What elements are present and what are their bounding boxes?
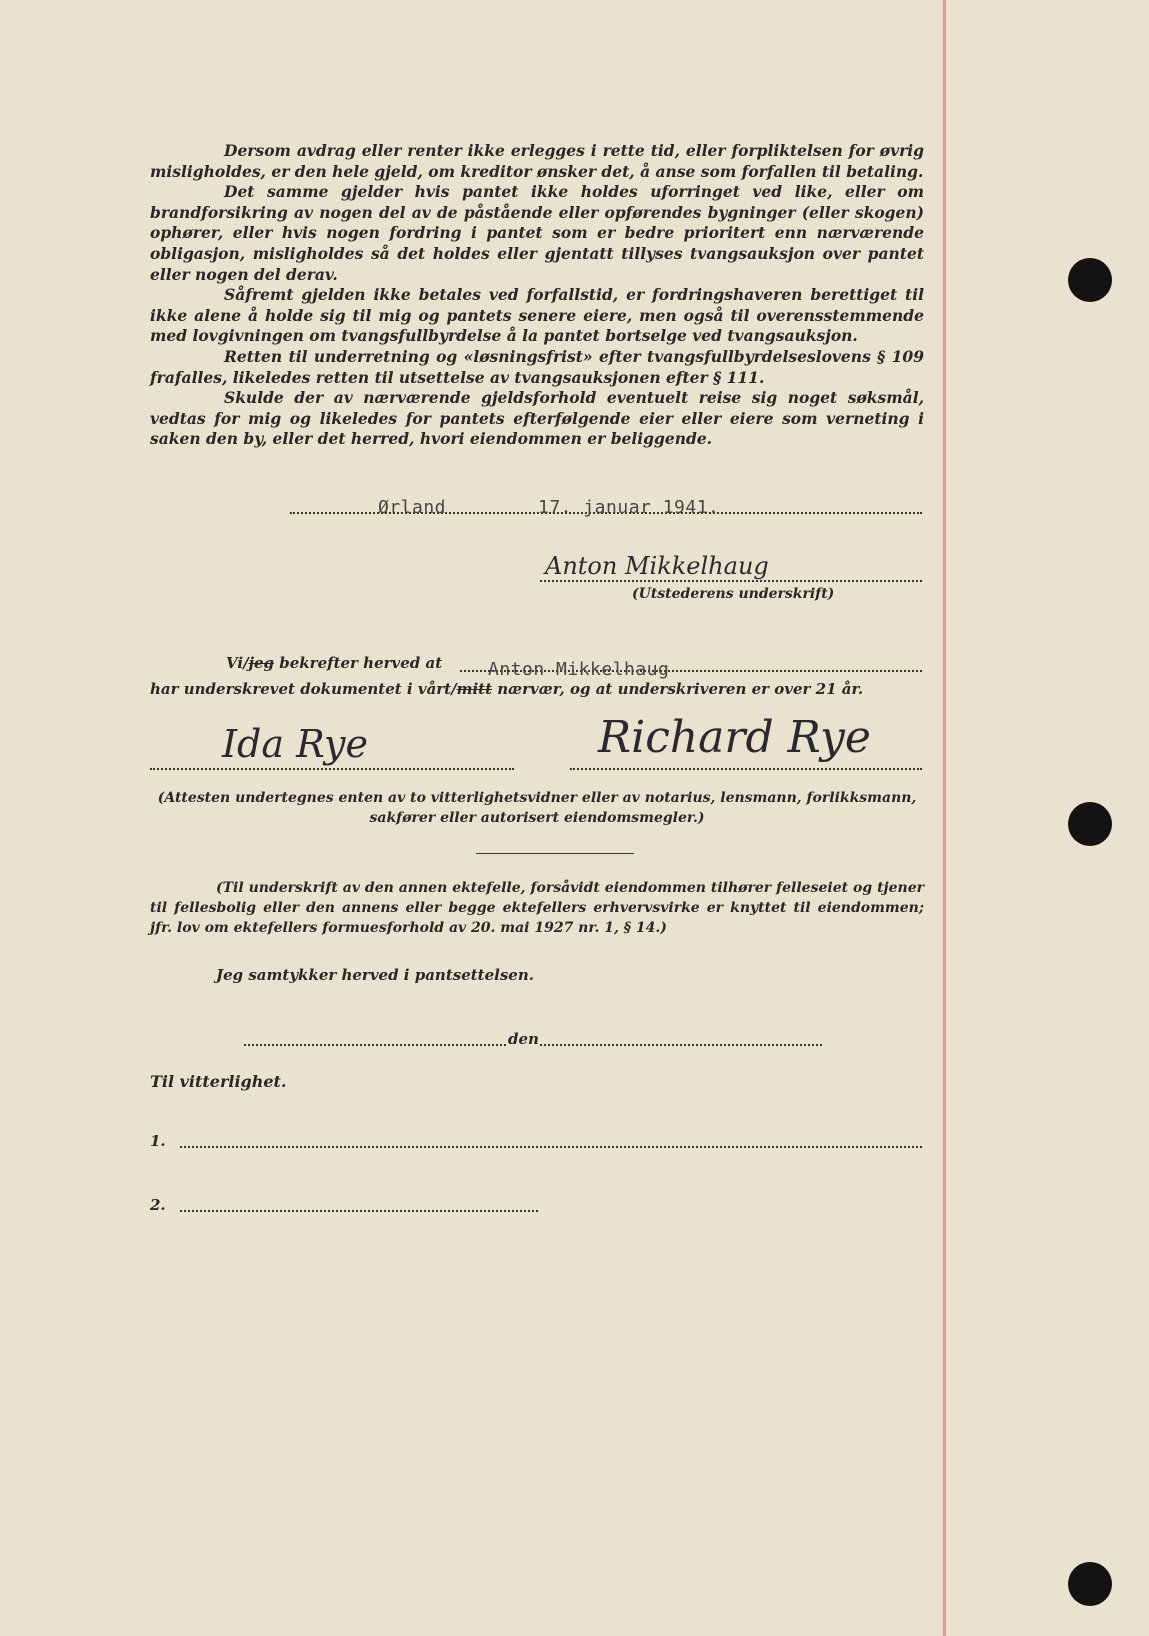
attest-line-1: Vi/jeg bekrefter herved at [226, 654, 443, 672]
consent-place-line [244, 1044, 506, 1046]
spouse-note: (Til underskrift av den annen ektefelle, forsåvidt eiendommen tilhører felleseiet og tjener til fellesbolig eller den annens eller begge ektefellers erhvervsvirke er knyttet til eiendommen; jfr. lov om ektefellers formuesforhold av 20. mai 1927 nr. 1, § 14.) [150, 880, 924, 936]
paragraph: Skulde der av nærværende gjeldsforhold eventuelt reise sig noget søksmål, vedtas for mig og likeledes for pantets efterfølgende eier eller eiere som verneting i saken den by, eller det herred, hvori eiendommen er beliggende. [150, 388, 924, 449]
consent-date-line [540, 1044, 822, 1046]
punch-hole [1068, 802, 1112, 846]
paragraph: Retten til underretning og «løsningsfrist» efter tvangsfullbyrdelseslovens § 109 frafalles, likeledes retten til utsettelse av tvangsauksjonen efter § 111. [150, 346, 924, 387]
witness-line-1 [180, 1146, 922, 1148]
issuer-signature-line [540, 580, 922, 582]
red-margin-line [943, 0, 946, 1636]
punch-hole [1068, 1562, 1112, 1606]
paragraph: Det samme gjelder hvis pantet ikke holdes uforringet ved like, eller om brandforsikring av nogen del av de påstående eller opførendes bygninger (eller skogen) ophører, eller hvis nogen fordring i pantet som er bedre prioritert enn nærværende obligasjon, misligholdes så det holdes eller gjentatt tillyses tvangsauksjon over pantet eller nogen del derav. [150, 182, 924, 284]
paragraph: Dersom avdrag eller renter ikke erlegges i rette tid, eller forpliktelsen for øvrig misligholdes, er den hele gjeld, om kreditor ønsker det, å anse som forfallen til betaling. [150, 141, 924, 181]
place: Ørland [378, 497, 447, 518]
paragraph: Såfremt gjelden ikke betales ved forfallstid, er fordringshaveren berettiget til ikke alene å holde sig til mig og pantets senere eiere, men også til overensstemmende med lovgivningen om tvangsfullbyrdelse å la pantet bortselge ved tvangsauksjon. [150, 285, 924, 346]
punch-hole [1068, 258, 1112, 302]
witness1-signature: Ida Rye [222, 722, 368, 766]
issuer-signature: Anton Mikkelhaug [545, 552, 769, 580]
den-label: den [508, 1030, 539, 1048]
witness-number: 1. [150, 1132, 166, 1150]
witness-line-2 [180, 1210, 538, 1212]
witness-number: 2. [150, 1196, 166, 1214]
witness2-line [570, 768, 922, 770]
witness1-line [150, 768, 514, 770]
terms-text [150, 141, 924, 450]
witness2-signature: Richard Rye [598, 712, 871, 763]
attest-typed-name: Anton Mikkelhaug [488, 659, 670, 680]
separator [476, 853, 634, 854]
date: 17. januar 1941. [538, 497, 720, 518]
consent-text: Jeg samtykker herved i pantsettelsen. [216, 966, 534, 984]
attest-line-2: har underskrevet dokumentet i vårt/mitt nærvær, og at underskriveren er over 21 år. [150, 680, 864, 698]
witness-heading: Til vitterlighet. [150, 1072, 287, 1091]
issuer-caption: (Utstederens underskrift) [632, 586, 835, 602]
attest-note: (Attesten undertegnes enten av to vitterlighetsvidner eller av notarius, lensmann, forlikksmann, sakfører eller autorisert eiendomsmegler.) [157, 790, 917, 826]
